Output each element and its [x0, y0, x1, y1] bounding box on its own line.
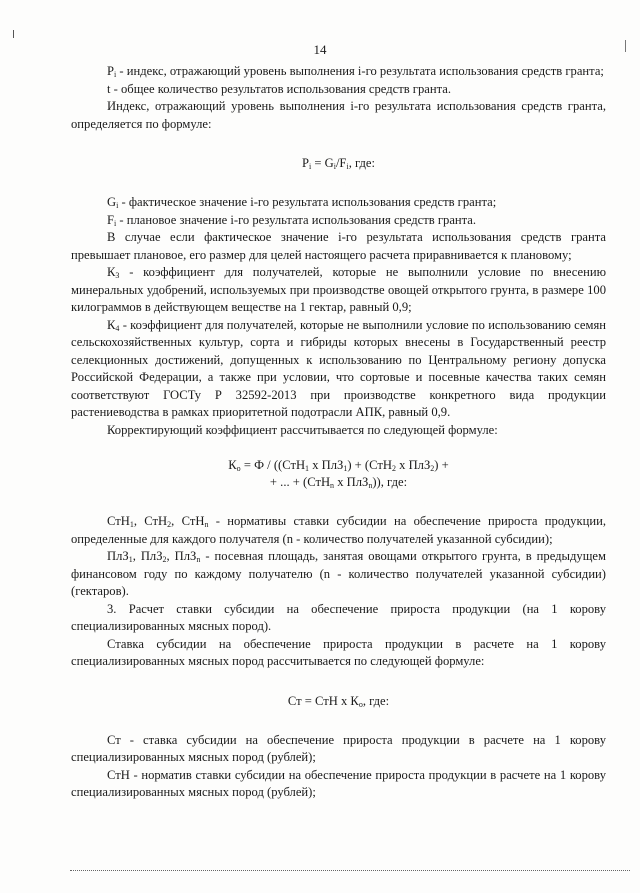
paragraph-plz-definition: ПлЗ$_1$, ПлЗ$_2$, ПлЗ$_n$ - посевная площадь, занятая овощами открытого грунта, в предыдущем финансовом году по каждому получателю (n - количество получателей указанной субсидии) (гектаров). — [71, 549, 606, 598]
paragraph-st-definition: Ст - ставка субсидии на обеспечение прироста продукции в расчете на 1 корову специализированных мясных пород (рублей); — [71, 732, 606, 764]
paragraph-k4-definition: $К_4$ - коэффициент для получателей, которые не выполнили условие по использованию семян сельскохозяйственных культур, сорта и гибриды которых внесены в Государственный реестр селекционных достижений, допущенных к использованию по Центральному региону допуска Российской Федерации, а также при условии, что сортовые и посевные качества таких семян соответствуют ГОСТу Р 32592-2013 при производстве конкретного вида продукции растениеводства в рамках приоритетной подотрасли АПК, равный 0,9. — [71, 317, 606, 419]
paragraph-gi-definition: $G_i$ - фактическое значение i-го результата использования средств гранта; — [107, 195, 497, 210]
paragraph-index-intro: Индекс, отражающий уровень выполнения i-го результата использования средств гранта, определяется по формуле: — [71, 99, 606, 131]
paragraph-stn-norm-definition: СтН - норматив ставки субсидии на обеспечение прироста продукции в расчете на 1 корову специализированных мясных пород (рублей); — [71, 767, 606, 799]
paragraph-k3-definition: $К_3$ - коэффициент для получателей, которые не выполнили условие по внесению минеральных удобрений, используемых при производстве овощей открытого грунта, в размере 100 килограммов в действующем веществе на 1 гектар, равный 0,9; — [71, 265, 606, 314]
paragraph-ko-intro: Корректирующий коэффициент рассчитывается по следующей формуле: — [107, 422, 498, 437]
paragraph-excess-rule: В случае если фактическое значение i-го результата использования средств гранта превышает плановое, его размер для целей настоящего расчета приравнивается к плановому; — [71, 230, 606, 262]
paragraph-fi-definition: $F_i$ - плановое значение i-го результата использования средств гранта. — [107, 212, 477, 228]
scan-mark — [13, 30, 14, 38]
paragraph-t-definition: t - общее количество результатов использования средств гранта. — [107, 81, 451, 96]
formula-ko-line2: + ... + (СтН$_n$ x ПлЗ$_n$)), где: — [269, 475, 408, 490]
formula-st: Ст = СтН х $К_о$, где: — [287, 693, 390, 709]
paragraph-stn-definition: СтН$_1$, СтН$_2$, СтН$_n$ - нормативы ставки субсидии на обеспечение прироста продукции, определенные для каждого получателя (n - количество получателей указанной субсидии); — [71, 514, 606, 546]
formula-ko-line1: $К_о = Ф / ((СтН_1$ x ПлЗ$_1$) + (СтН$_2$ x ПлЗ$_2$) + — [228, 458, 449, 473]
paragraph-st-intro: Ставка субсидии на обеспечение прироста продукции в расчете на 1 корову специализированных мясных пород рассчитывается по следующей формуле: — [71, 636, 606, 668]
document-body — [71, 63, 606, 802]
paragraph-section-3: 3. Расчет ставки субсидии на обеспечение прироста продукции (на 1 корову специализированных мясных пород). — [71, 601, 606, 633]
paragraph-pi-definition: $Р_i$ - индекс, отражающий уровень выполнения i-го результата использования средств гранта; — [107, 64, 604, 79]
page-number: 14 — [313, 42, 327, 57]
formula-pi: $Р_i = G_i/F_i$, где: — [301, 156, 376, 171]
page-bottom-edge — [70, 870, 630, 872]
